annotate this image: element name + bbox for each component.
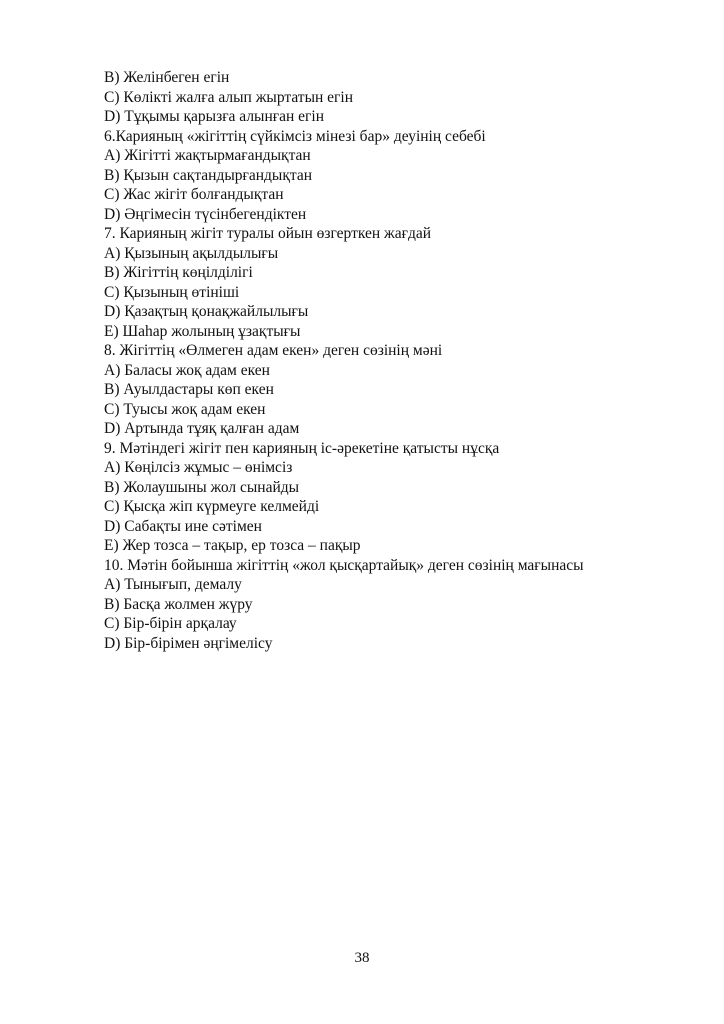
option-line: D) Тұқымы қарызға алынған егін bbox=[104, 108, 325, 125]
question-line: 8. Жігіттің «Өлмеген адам екен» деген сөзінің мәні bbox=[104, 342, 443, 359]
question-line: 7. Карияның жігіт туралы ойын өзгерткен жағдай bbox=[104, 225, 432, 242]
option-line: A) Жігітті жақтырмағандықтан bbox=[104, 147, 311, 164]
option-line: C) Көлікті жалға алып жыртатын егін bbox=[104, 88, 353, 106]
option-line: B) Ауылдастары көп екен bbox=[104, 381, 274, 398]
option-line: D) Артында тұяқ қалған адам bbox=[104, 420, 300, 437]
page-number: 38 bbox=[354, 950, 370, 966]
page-text bbox=[104, 68, 664, 653]
option-line: B) Желінбеген егін bbox=[104, 69, 230, 86]
question-line: 9. Мәтіндегі жігіт пен карияның іс-әрекетіне қатысты нұсқа bbox=[104, 439, 500, 457]
question-line: 10. Мәтін бойынша жігіттің «жол қысқартайық» деген сөзінің мағынасы bbox=[104, 556, 584, 574]
option-line: D) Қазақтың қонақжайлылығы bbox=[104, 303, 309, 320]
question-line: 6.Карияның «жігіттің сүйкімсіз мінезі бар» деуінің себебі bbox=[104, 127, 486, 145]
option-line: A) Қызының ақылдылығы bbox=[104, 244, 279, 262]
option-line: A) Көңілсіз жұмыс – өнімсіз bbox=[104, 459, 293, 476]
option-line: E) Жер тозса – тақыр, ер тозса – пақыр bbox=[104, 537, 361, 554]
option-line: A) Баласы жоқ адам екен bbox=[104, 361, 270, 379]
option-line: E) Шаһар жолының ұзақтығы bbox=[104, 322, 301, 340]
option-line: B) Қызын сақтандырғандықтан bbox=[104, 166, 313, 184]
option-line: C) Жас жігіт болғандықтан bbox=[104, 186, 284, 203]
option-line: B) Жолаушыны жол сынайды bbox=[104, 478, 300, 496]
option-line: C) Бір-бірін арқалау bbox=[104, 615, 237, 632]
option-line: A) Тынығып, демалу bbox=[104, 576, 242, 593]
option-line: B) Басқа жолмен жүру bbox=[104, 595, 253, 613]
option-line: D) Бір-бірімен әңгімелісу bbox=[104, 634, 273, 652]
option-line: D) Әңгімесін түсінбегендіктен bbox=[104, 205, 307, 223]
option-line: C) Қызының өтініші bbox=[104, 283, 240, 301]
option-line: C) Туысы жоқ адам екен bbox=[104, 400, 266, 418]
option-line: B) Жігіттің көңілділігі bbox=[104, 264, 253, 281]
option-line: C) Қысқа жіп күрмеуге келмейді bbox=[104, 498, 320, 515]
option-line: D) Сабақты ине сәтімен bbox=[104, 517, 262, 535]
